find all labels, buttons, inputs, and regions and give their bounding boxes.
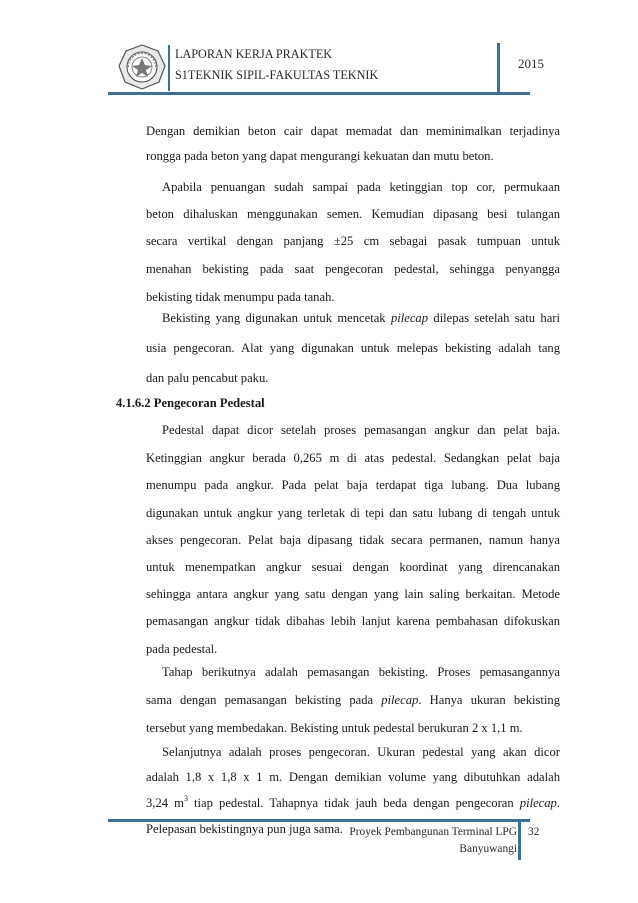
header-year: 2015	[518, 56, 544, 71]
paragraph-3-text-c: dilepas setelah satu hari	[428, 311, 560, 325]
paragraph-5-line-1: Tahap berikutnya adalah pemasangan bekisting. Proses pemasangannya	[162, 665, 560, 679]
paragraph-3-line-2: usia pengecoran. Alat yang digunakan untuk melepas bekisting adalah tang	[146, 341, 560, 355]
paragraph-3-line-1	[162, 310, 560, 326]
paragraph-2-line-5: bekisting tidak menumpu pada tanah.	[146, 290, 335, 304]
superscript-cubed: 3	[183, 794, 188, 803]
paragraph-6-line-2: adalah 1,8 x 1,8 x 1 m. Dengan demikian volume yang dibutuhkan adalah	[146, 770, 560, 784]
paragraph-4-line-4: digunakan untuk angkur yang terletak di tepi dan satu lubang di tengah untuk	[146, 506, 560, 520]
paragraph-4-line-2: Ketinggian angkur berada 0,265 m di atas pedestal. Sedangkan pelat baja	[146, 451, 560, 465]
paragraph-4-line-1: Pedestal dapat dicor setelah proses pemasangan angkur dan pelat baja.	[162, 423, 560, 437]
paragraph-3-line-3: dan palu pencabut paku.	[146, 371, 269, 385]
footer-divider	[518, 822, 521, 860]
paragraph-2-line-2: beton dihaluskan menggunakan semen. Kemudian dipasang besi tulangan	[146, 207, 560, 221]
page-number: 32	[528, 826, 540, 838]
paragraph-6-line-3	[146, 795, 560, 811]
paragraph-6-line-1: Selanjutnya adalah proses pengecoran. Ukuran pedestal yang akan dicor	[162, 745, 560, 759]
paragraph-6-term-pilecap: pilecap	[519, 796, 557, 810]
paragraph-6-text-b: tiap pedestal. Tahapnya tidak jauh beda dengan pengecoran	[187, 796, 520, 810]
header-divider-right	[497, 43, 500, 92]
paragraph-2-line-4: menahan bekisting pada saat pengecoran pedestal, sehingga penyangga	[146, 262, 560, 276]
paragraph-5-line-3: tersebut yang membedakan. Bekisting untuk pedestal berukuran 2 x 1,1 m.	[146, 721, 523, 735]
paragraph-5-text-a: sama dengan pemasangan bekisting pada	[146, 693, 382, 707]
footer-project-line2: Banyuwangi	[459, 843, 517, 855]
paragraph-5-term-pilecap: pilecap	[381, 693, 419, 707]
header-divider-left	[168, 45, 170, 91]
paragraph-4-line-3: menumpu pada angkur. Pada pelat baja terdapat tiga lubang. Dua lubang	[146, 478, 560, 492]
paragraph-4-line-9: pada pedestal.	[146, 642, 218, 656]
paragraph-4-line-7: sehingga antara angkur yang satu dengan yang lain saling berkaitan. Metode	[146, 587, 560, 601]
paragraph-5-line-2	[146, 692, 560, 708]
header-title-line1: LAPORAN KERJA PRAKTEK	[175, 47, 333, 61]
header-title-line2: S1TEKNIK SIPIL-FAKULTAS TEKNIK	[175, 68, 379, 82]
header-rule	[108, 92, 530, 95]
paragraph-5-text-c: . Hanya ukuran bekisting	[418, 693, 560, 707]
university-logo-icon	[118, 44, 166, 90]
paragraph-4-line-8: pemasangan angkur tidak dibahas lebih lanjut karena pembahasan difokuskan	[146, 614, 560, 628]
section-heading-4-1-6-2: 4.1.6.2 Pengecoran Pedestal	[116, 396, 265, 410]
paragraph-6-text-a: 3,24 m	[146, 796, 184, 810]
footer-rule	[108, 819, 530, 822]
paragraph-1-line-1: Dengan demikian beton cair dapat memadat dan meminimalkan terjadinya	[146, 124, 560, 138]
paragraph-3-term-pilecap: pilecap	[390, 311, 429, 325]
footer-project-line1: Proyek Pembangunan Terminal LPG	[349, 826, 517, 838]
paragraph-2-line-1: Apabila penuangan sudah sampai pada ketinggian top cor, permukaan	[162, 180, 560, 194]
paragraph-4-line-5: akses pengecoran. Pelat baja dipasang tidak secara permanen, namun hanya	[146, 533, 560, 547]
paragraph-2-line-3: secara vertikal dengan panjang ±25 cm sebagai pasak tumpuan untuk	[146, 234, 560, 248]
paragraph-1-line-2: rongga pada beton yang dapat mengurangi kekuatan dan mutu beton.	[146, 149, 494, 163]
paragraph-6-line-4: Pelepasan bekistingnya pun juga sama.	[146, 822, 343, 836]
paragraph-4-line-6: untuk menempatkan angkur sesuai dengan koordinat yang direncanakan	[146, 560, 560, 574]
paragraph-6-text-d: .	[556, 796, 561, 810]
paragraph-3-text-a: Bekisting yang digunakan untuk mencetak	[162, 311, 391, 325]
